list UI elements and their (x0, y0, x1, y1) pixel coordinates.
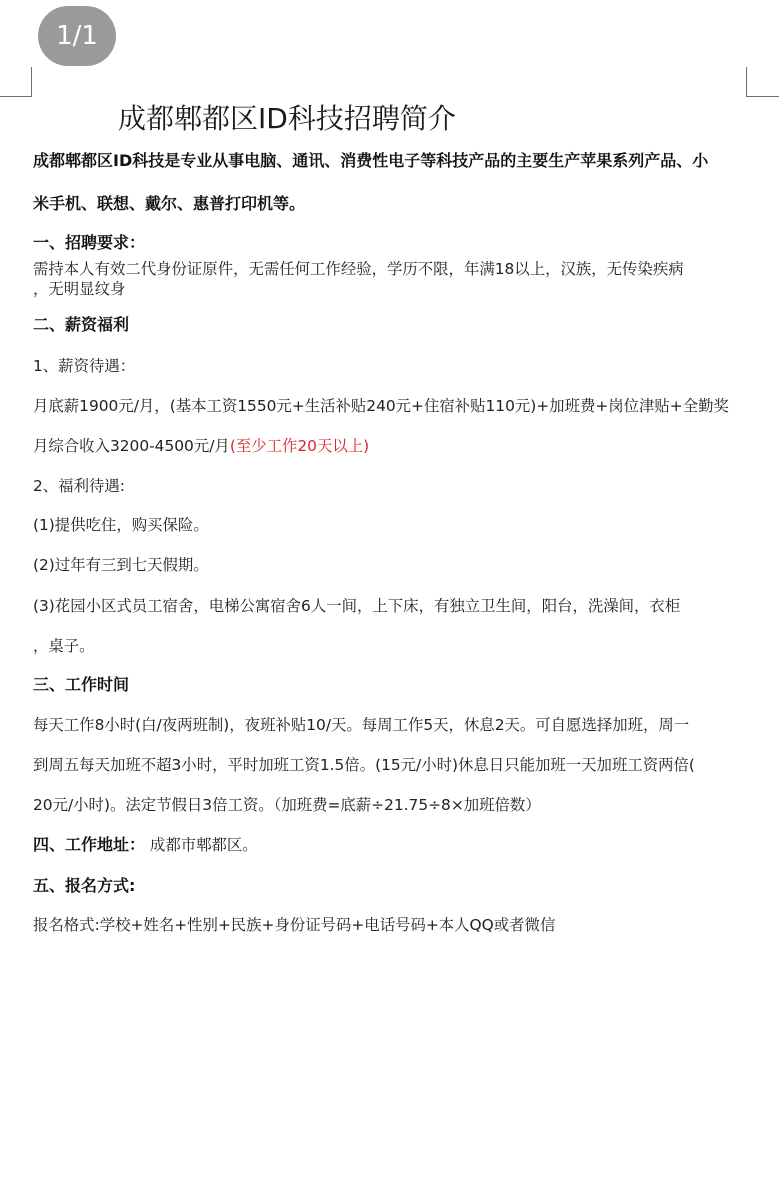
crop-mark-right (746, 67, 747, 97)
welfare-item-2: (2)过年有三到七天假期。 (33, 556, 209, 574)
requirements-line-1: 需持本人有效二代身份证原件，无需任何工作经验，学历不限，年满18以上，汉族，无传染疾病 (33, 260, 684, 278)
section-apply-heading: 五、报名方式: (33, 876, 136, 895)
welfare-item-3-line-1: (3)花园小区式员工宿舍，电梯公寓宿舍6人一间，上下床，有独立卫生间，阳台，洗澡间，衣柜 (33, 597, 681, 615)
crop-mark-right-horizontal (746, 96, 779, 97)
salary-subheading: 1、薪资待遇： (33, 357, 136, 375)
salary-income-range: 月综合收入3200-4500元/月 (33, 437, 230, 455)
section-requirements-heading: 一、招聘要求： (33, 233, 146, 252)
intro-line-1: 成都郫都区ID科技是专业从事电脑、通讯、消费性电子等科技产品的主要生产苹果系列产品、小 (33, 151, 709, 170)
crop-mark-left (31, 67, 32, 97)
requirements-line-2: ，无明显纹身 (33, 280, 126, 298)
worktime-line-2: 到周五每天加班不超3小时，平时加班工资1.5倍。(15元/小时)休息日只能加班一天加班工资两倍( (33, 756, 695, 774)
salary-line-1: 月底薪1900元/月，(基本工资1550元+生活补贴240元+住宿补贴110元)+加班费+岗位津贴+全勤奖 (33, 397, 729, 415)
section-salary-heading: 二、薪资福利 (33, 315, 130, 334)
apply-format: 报名格式:学校+姓名+性别+民族+身份证号码+电话号码+本人QQ或者微信 (33, 916, 556, 934)
work-address-row (33, 835, 258, 855)
crop-mark-left-horizontal (0, 96, 32, 97)
section-address-heading: 四、工作地址： (33, 835, 146, 854)
worktime-line-3: 20元/小时)。法定节假日3倍工资。（加班费=底薪÷21.75÷8×加班倍数） (33, 796, 541, 814)
salary-note-highlight: (至少工作20天以上) (229, 437, 370, 455)
welfare-subheading: 2、福利待遇: (33, 477, 125, 495)
welfare-item-1: (1)提供吃住，购买保险。 (33, 516, 209, 534)
salary-line-2 (33, 436, 369, 456)
document-title: 成都郫都区ID科技招聘简介 (118, 102, 456, 135)
welfare-item-3-line-2: ，桌子。 (33, 637, 95, 655)
work-address-value: 成都市郫都区。 (149, 836, 258, 854)
section-worktime-heading: 三、工作时间 (33, 675, 130, 694)
worktime-line-1: 每天工作8小时(白/夜两班制)，夜班补贴10/天。每周工作5天，休息2天。可自愿选择加班，周一 (33, 716, 690, 734)
intro-line-2: 米手机、联想、戴尔、惠普打印机等。 (33, 194, 306, 213)
page-indicator[interactable]: 1/1 (38, 6, 116, 66)
